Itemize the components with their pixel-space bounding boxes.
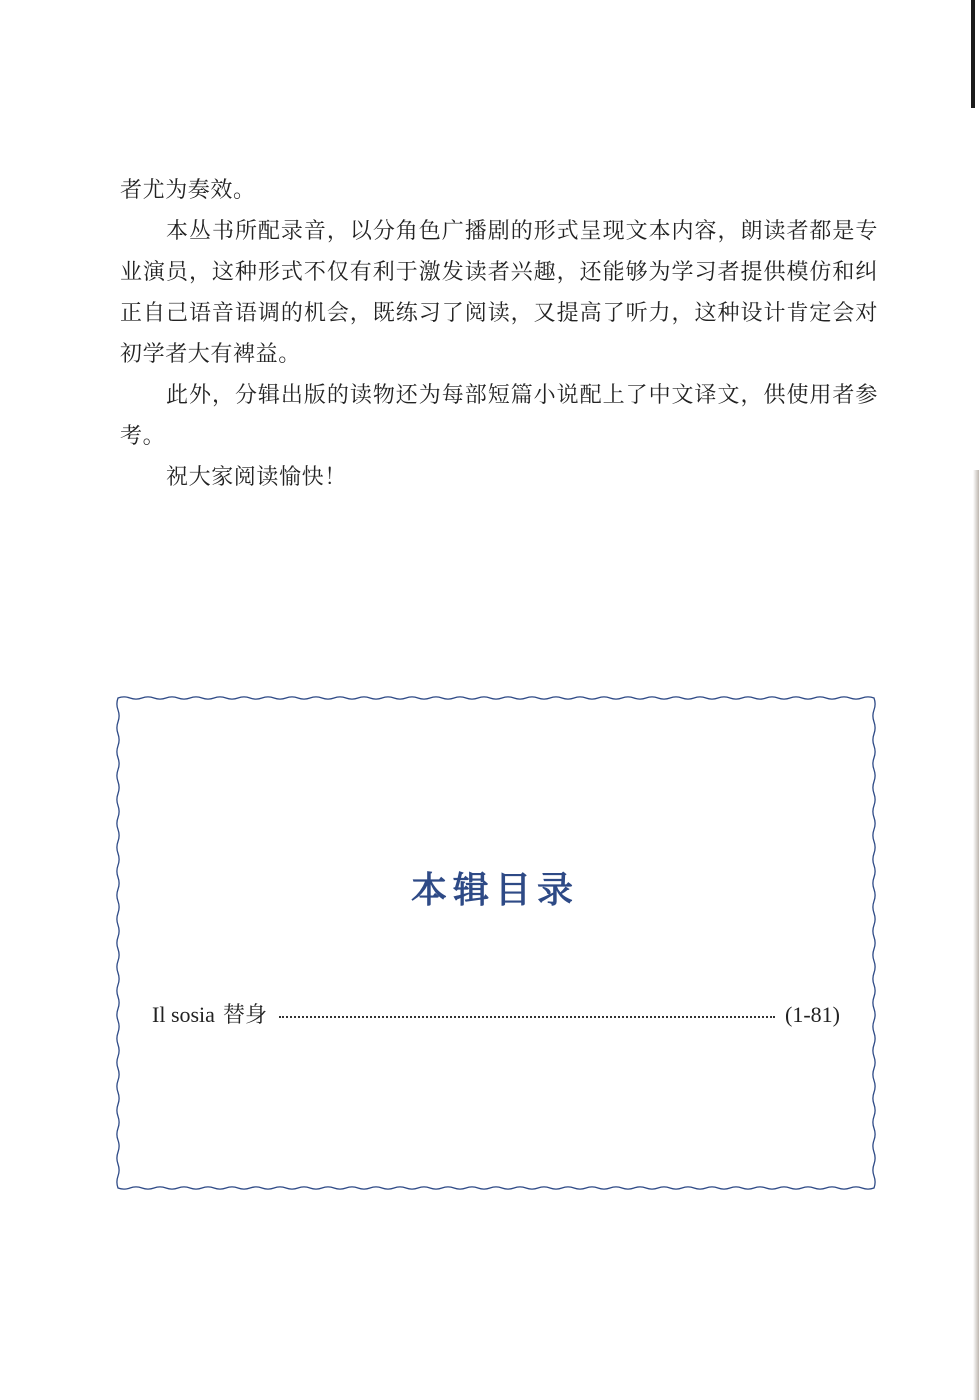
toc-entry[interactable] xyxy=(152,998,840,1032)
paragraph-continuation: 者尤为奏效。 xyxy=(120,178,256,203)
toc-entry-pages: (1-81) xyxy=(785,1002,840,1027)
preface-text xyxy=(120,170,878,498)
toc-entry-title: Il sosia xyxy=(152,1002,215,1027)
paragraph-closing: 祝大家阅读愉快！ xyxy=(166,465,347,490)
paragraph-translation: 此外，分辑出版的读物还为每部短篇小说配上了中文译文，供使用者参考。 xyxy=(120,383,878,449)
paragraph-recording: 本丛书所配录音，以分角色广播剧的形式呈现文本内容，朗读者都是专业演员，这种形式不仅有利于激发读者兴趣，还能够为学习者提供模仿和纠正自己语音语调的机会，既练习了阅读，又提高了听力，这种设计肯定会对初学者大有裨益。 xyxy=(120,219,878,367)
toc-frame xyxy=(114,694,878,1192)
wavy-border xyxy=(114,694,878,1192)
toc-dot-leader xyxy=(279,1016,775,1018)
page-edge-shadow xyxy=(973,470,979,1400)
toc-entry-title-zh: 替身 xyxy=(222,1003,267,1028)
toc-title: 本辑目录 xyxy=(410,870,579,911)
page-edge-mark xyxy=(971,0,975,108)
